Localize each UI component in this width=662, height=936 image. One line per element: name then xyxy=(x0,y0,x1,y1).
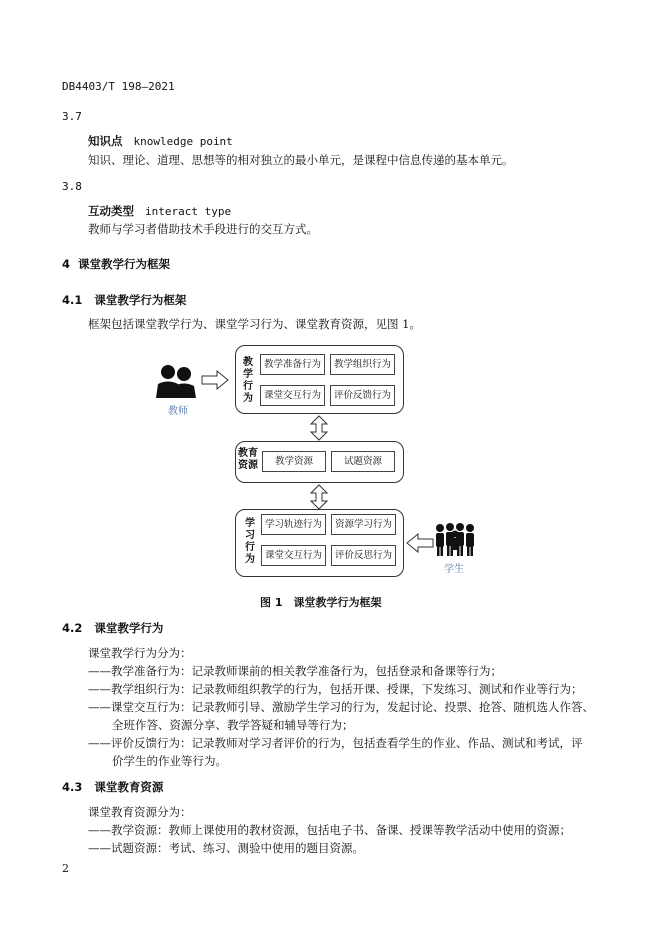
term-en: interact type xyxy=(144,205,232,218)
section-heading-4 xyxy=(62,256,170,272)
teaching-cell-evaluation: 评价反馈行为 xyxy=(330,385,395,406)
term-definition: 知识、理论、道理、思想等的相对独立的最小单元，是课程中信息传递的基本单元。 xyxy=(88,153,514,167)
paragraph: 课堂教学行为分为： xyxy=(88,646,192,660)
section-heading-4-1 xyxy=(62,292,186,308)
term-interact-type xyxy=(88,203,231,219)
teacher-icon xyxy=(155,362,197,398)
double-arrow-icon xyxy=(310,415,328,441)
term-cn: 知识点 xyxy=(88,134,123,148)
section-heading-4-3 xyxy=(62,779,163,795)
learning-cell-trajectory: 学习轨迹行为 xyxy=(261,514,326,535)
page-number: 2 xyxy=(62,862,69,875)
list-item: ——试题资源：考试、练习、测验中使用的题目资源。 xyxy=(88,841,364,855)
education-resources-label xyxy=(236,448,260,472)
label-line: 教育 xyxy=(238,448,258,459)
resource-cell-exercise: 试题资源 xyxy=(331,451,395,472)
section-title: 课堂教学行为框架 xyxy=(94,293,187,307)
section-number: 4.2 xyxy=(62,621,83,635)
section-number: 4 xyxy=(62,257,71,271)
teaching-cell-organization: 教学组织行为 xyxy=(330,354,395,375)
figure-caption: 图 1 课堂教学行为框架 xyxy=(260,596,382,609)
list-item: ——课堂交互行为：记录教师引导、激励学生学习的行为，发起讨论、投票、抢答、随机选人作答、 xyxy=(88,700,594,714)
double-arrow-icon xyxy=(310,484,328,510)
list-item: ——教学准备行为：记录教师课前的相关教学准备行为，包括登录和备课等行为； xyxy=(88,664,502,678)
students-icon xyxy=(430,520,480,560)
arrow-right-icon xyxy=(201,370,229,390)
section-number: 4.1 xyxy=(62,293,83,307)
label-line: 资源 xyxy=(238,460,258,471)
section-title: 课堂教学行为框架 xyxy=(78,257,171,271)
clause-number-3-8: 3.8 xyxy=(62,180,82,193)
term-knowledge-point xyxy=(88,133,233,149)
list-item-continuation: 价学生的作业等行为。 xyxy=(112,754,227,768)
teacher-label: 教师 xyxy=(168,406,188,417)
section-title: 课堂教育资源 xyxy=(94,780,164,794)
clause-number-3-7: 3.7 xyxy=(62,110,82,123)
list-item: ——教学组织行为：记录教师组织教学的行为，包括开课、授课，下发练习、测试和作业等行为； xyxy=(88,682,583,696)
learning-behavior-label: 学习行为 xyxy=(245,518,255,565)
teaching-behavior-label: 教学行为 xyxy=(243,357,253,404)
resource-cell-teaching: 教学资源 xyxy=(262,451,326,472)
learning-cell-reflection: 评价反思行为 xyxy=(331,545,396,566)
teaching-cell-preparation: 教学准备行为 xyxy=(260,354,325,375)
learning-cell-interaction: 课堂交互行为 xyxy=(261,545,326,566)
paragraph: 课堂教育资源分为： xyxy=(88,805,192,819)
section-title: 课堂教学行为 xyxy=(94,621,164,635)
learning-cell-resource: 资源学习行为 xyxy=(331,514,396,535)
list-item-continuation: 全班作答、资源分享、教学答疑和辅导等行为； xyxy=(112,718,354,732)
student-label: 学生 xyxy=(444,564,464,575)
paragraph: 框架包括课堂教学行为、课堂学习行为、课堂教育资源，见图 1。 xyxy=(88,317,421,331)
section-heading-4-2 xyxy=(62,620,163,636)
section-number: 4.3 xyxy=(62,780,83,794)
term-cn: 互动类型 xyxy=(88,204,134,218)
term-definition: 教师与学习者借助技术手段进行的交互方式。 xyxy=(88,222,318,236)
list-item: ——教学资源：教师上课使用的教材资源，包括电子书、备课、授课等教学活动中使用的资源； xyxy=(88,823,571,837)
list-item: ——评价反馈行为：记录教师对学习者评价的行为，包括查看学生的作业、作品、测试和考试，评 xyxy=(88,736,583,750)
teaching-cell-interaction: 课堂交互行为 xyxy=(260,385,325,406)
document-id: DB4403/T 198—2021 xyxy=(62,80,175,93)
term-en: knowledge point xyxy=(133,135,233,148)
